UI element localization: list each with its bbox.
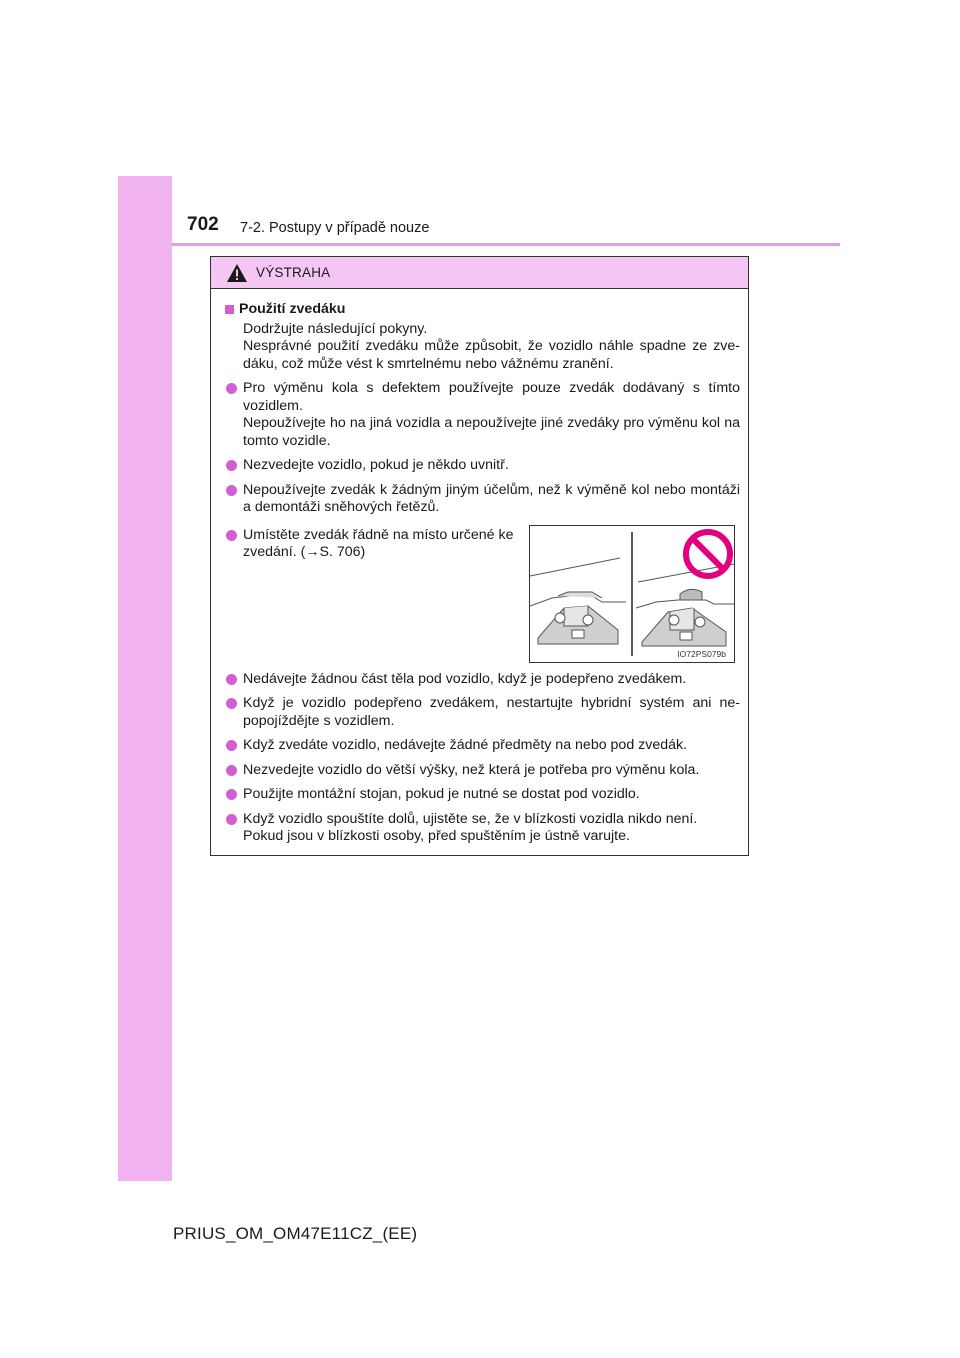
bullet-dot-icon <box>226 460 237 471</box>
bullet-dot-icon <box>226 814 237 825</box>
list-item <box>225 786 740 804</box>
list-item-text: Když je vozidlo podepřeno zvedákem, nestartujte hybridní systém ani ne-popojíždějte s vozidlem. <box>243 695 740 729</box>
bullet-dot-icon <box>226 485 237 496</box>
list-item-text: Nepoužívejte ho na jiná vozidla a nepoužívejte jiné zvedáky pro výměnu kol na tomto vozidle. <box>243 415 740 449</box>
list-item-text: Použijte montážní stojan, pokud je nutné se dostat pod vozidlo. <box>243 786 640 802</box>
warning-heading-text: Použití zvedáku <box>239 301 346 317</box>
footer-doc-code: PRIUS_OM_OM47E11CZ_(EE) <box>173 1224 418 1243</box>
list-item <box>225 482 740 517</box>
jack-illustration-svg <box>530 526 734 662</box>
list-item-text: Když vozidlo spouštíte dolů, ujistěte se, že v blízkosti vozidla nikdo není. <box>243 810 698 827</box>
intro-line-2: Nesprávné použití zvedáku může způsobit, že vozidlo náhle spadne ze zve-dáku, což může vést k smrtelnému nebo vážnému zranění. <box>243 338 740 372</box>
intro-line-1: Dodržujte následující pokyny. <box>243 320 428 337</box>
list-item <box>225 811 740 846</box>
list-item-text: Pro výměnu kola s defektem používejte pouze zvedák dodávaný s tímto vozidlem. <box>243 380 740 414</box>
side-tab-band <box>118 176 172 1181</box>
list-item <box>225 671 740 689</box>
image-code: IO72PS079b <box>677 648 726 659</box>
image-row <box>225 525 740 663</box>
warning-header <box>211 257 748 289</box>
warning-label: VÝSTRAHA <box>256 265 331 280</box>
prohibition-icon <box>686 532 730 576</box>
list-item <box>225 695 740 730</box>
square-bullet-icon <box>225 305 234 314</box>
jack-placement-illustration <box>529 525 735 663</box>
list-item-text: Nezvedejte vozidlo, pokud je někdo uvnitř. <box>243 457 509 473</box>
bullet-dot-icon <box>226 740 237 751</box>
bullet-dot-icon <box>226 530 237 541</box>
warning-box <box>210 256 749 856</box>
section-title: 7-2. Postupy v případě nouze <box>240 220 430 236</box>
header-divider <box>172 243 840 246</box>
bullet-dot-icon <box>226 698 237 709</box>
warning-content <box>225 301 740 846</box>
list-item-text: Nedávejte žádnou část těla pod vozidlo, když je podepřeno zvedákem. <box>243 670 687 687</box>
list-item-text: Umístěte zvedák řádně na místo určené ke zvedání. (→S. 706) <box>243 526 514 560</box>
list-item <box>225 457 740 475</box>
bullet-dot-icon <box>226 765 237 776</box>
list-item <box>225 380 740 450</box>
bullet-dot-icon <box>226 674 237 685</box>
warning-triangle-icon <box>226 263 248 283</box>
bullet-dot-icon <box>226 789 237 800</box>
list-item-text: Když zvedáte vozidlo, nedávejte žádné předměty na nebo pod zvedák. <box>243 737 688 753</box>
list-item <box>225 762 740 780</box>
warning-heading <box>225 301 740 319</box>
bullet-dot-icon <box>226 383 237 394</box>
list-item <box>225 527 516 663</box>
page-number: 702 <box>187 214 219 235</box>
list-item <box>225 737 740 755</box>
list-item-text: Nezvedejte vozidlo do větší výšky, než která je potřeba pro výměnu kola. <box>243 761 700 778</box>
list-item-text: Nepoužívejte zvedák k žádným jiným účelům, než k výměně kol nebo montáži a demontáži sněhových řetězů. <box>243 481 740 515</box>
list-item-text: Pokud jsou v blízkosti osoby, před spuštěním je ústně varujte. <box>243 828 630 844</box>
